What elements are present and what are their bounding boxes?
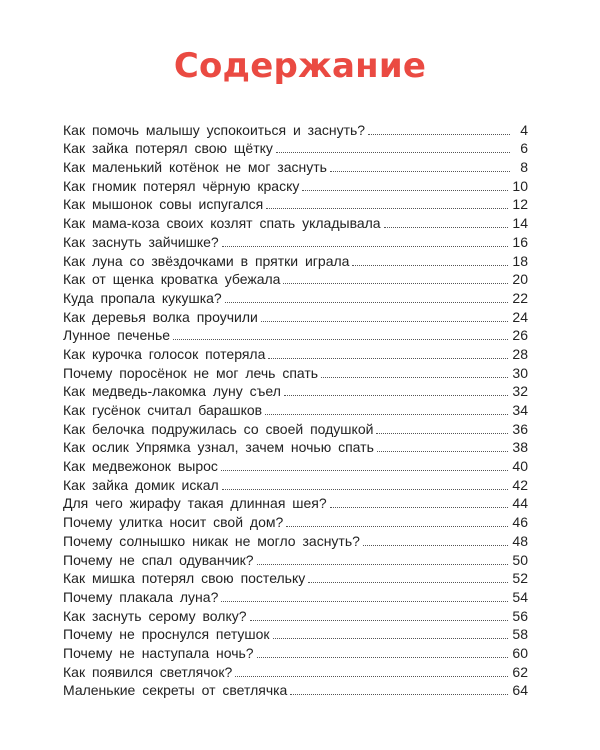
toc-entry-title: Почему не наступала ночь? <box>63 644 254 661</box>
dot-leader <box>290 694 508 695</box>
toc-entry-title: Почему не проснулся петушок <box>63 626 270 643</box>
toc-entry <box>63 213 528 232</box>
dot-leader <box>376 433 508 434</box>
toc-entry-page-number: 48 <box>512 532 528 549</box>
toc-entry-title: Как деревья волка проучили <box>63 308 258 325</box>
toc-entry-title: Как зайка домик искал <box>63 476 219 493</box>
dot-leader <box>261 321 509 322</box>
toc-entry-page-number: 16 <box>512 233 528 250</box>
toc-entry-page-number: 44 <box>512 495 528 512</box>
dot-leader <box>266 208 508 209</box>
toc-entry-page-number: 4 <box>520 121 528 138</box>
toc-entry-title: Как заснуть зайчишке? <box>63 233 219 250</box>
toc-entry <box>63 157 528 176</box>
dot-leader <box>222 489 509 490</box>
toc-entry-title: Почему улитка носит свой дом? <box>63 514 284 531</box>
toc-entry-title: Как мама-коза своих козлят спать укладывала <box>63 215 381 232</box>
dot-leader <box>235 676 508 677</box>
toc-entry-page-number: 8 <box>520 159 528 176</box>
toc-entry-page-number: 40 <box>512 458 528 475</box>
dot-leader <box>284 395 509 396</box>
dot-leader <box>250 620 509 621</box>
toc-entry-title: Как зайка потерял свою щётку <box>63 140 273 157</box>
dot-leader <box>265 414 508 415</box>
dot-leader <box>377 451 509 452</box>
toc-entry <box>63 139 528 158</box>
toc-entry-page-number: 28 <box>512 345 528 362</box>
toc-entry <box>63 643 528 662</box>
toc-entry-title: Как луна со звёздочками в прятки играла <box>63 252 350 269</box>
toc-entry <box>63 550 528 569</box>
toc-entry-title: Лунное печенье <box>63 327 171 344</box>
toc-entry-page-number: 60 <box>512 644 528 661</box>
toc-entry-title: Как появился светлячок? <box>63 663 233 680</box>
toc-entry <box>63 569 528 588</box>
toc-entry-title: Как маленький котёнок не мог заснуть <box>63 159 327 176</box>
toc-entry-title: Для чего жирафу такая длинная шея? <box>63 495 327 512</box>
toc-entry <box>63 475 528 494</box>
toc-entry <box>63 456 528 475</box>
dot-leader <box>286 526 508 527</box>
toc-entry-title: Куда пропала кукушка? <box>63 289 222 306</box>
toc-entry <box>63 681 528 700</box>
toc-entry <box>63 326 528 345</box>
dot-leader <box>384 227 509 228</box>
toc-entry <box>63 288 528 307</box>
dot-leader <box>368 134 510 135</box>
dot-leader <box>308 582 508 583</box>
toc-entry <box>63 176 528 195</box>
toc-entry-title: Маленькие секреты от светлячка <box>63 682 288 699</box>
toc-entry-page-number: 26 <box>512 327 528 344</box>
dot-leader <box>302 190 508 191</box>
toc-entry <box>63 512 528 531</box>
toc-entry <box>63 438 528 457</box>
toc-entry-title: Как гномик потерял чёрную краску <box>63 177 300 194</box>
toc-entry-page-number: 38 <box>512 439 528 456</box>
toc-entry-page-number: 32 <box>512 383 528 400</box>
toc-entry-page-number: 58 <box>512 626 528 643</box>
dot-leader <box>221 470 509 471</box>
toc-entry <box>63 195 528 214</box>
toc-entry <box>63 662 528 681</box>
dot-leader <box>321 377 508 378</box>
dot-leader <box>283 283 508 284</box>
page-title: Содержание <box>173 46 427 86</box>
toc-entry <box>63 494 528 513</box>
toc-entry-page-number: 54 <box>512 588 528 605</box>
toc-entry-title: Как от щенка кроватка убежала <box>63 271 281 288</box>
toc-entry-page-number: 30 <box>512 364 528 381</box>
toc-entry <box>63 606 528 625</box>
toc-entry-page-number: 10 <box>512 177 528 194</box>
toc-entry-title: Как медвежонок вырос <box>63 458 218 475</box>
toc-entry-page-number: 62 <box>512 663 528 680</box>
toc-entry <box>63 120 528 139</box>
dot-leader <box>221 601 508 602</box>
toc-entry-page-number: 34 <box>512 402 528 418</box>
toc-entry-page-number: 14 <box>512 215 528 232</box>
toc-entry-page-number: 64 <box>512 682 528 699</box>
toc-entry-page-number: 24 <box>512 308 528 325</box>
table-of-contents <box>63 120 528 699</box>
toc-entry-title: Почему плакала луна? <box>63 588 219 605</box>
toc-entry-title: Как заснуть серому волку? <box>63 607 247 624</box>
toc-entry-title: Почему не спал одуванчик? <box>63 551 254 568</box>
toc-entry-title: Как ослик Упрямка узнал, зачем ночью спать <box>63 439 374 456</box>
toc-entry <box>63 270 528 289</box>
toc-entry-page-number: 36 <box>512 420 528 437</box>
toc-entry-page-number: 46 <box>512 514 528 531</box>
toc-entry-title: Как гусёнок считал барашков <box>63 402 263 418</box>
toc-entry <box>63 625 528 644</box>
toc-entry-title: Почему поросёнок не мог лечь спать <box>63 364 319 381</box>
toc-entry <box>63 307 528 326</box>
toc-entry-page-number: 22 <box>512 289 528 306</box>
dot-leader <box>273 638 509 639</box>
toc-entry-page-number: 6 <box>520 140 528 157</box>
dot-leader <box>173 339 508 340</box>
toc-entry-title: Как белочка подружилась со своей подушкой <box>63 420 374 437</box>
dot-leader <box>330 507 509 508</box>
toc-entry <box>63 382 528 401</box>
toc-entry-page-number: 50 <box>512 551 528 568</box>
dot-leader <box>363 545 509 546</box>
toc-entry-title: Как мышонок совы испугался <box>63 196 264 213</box>
toc-entry <box>63 419 528 438</box>
dot-leader <box>257 657 509 658</box>
toc-entry-page-number: 18 <box>512 252 528 269</box>
toc-entry-title: Как медведь-лакомка луну съел <box>63 383 281 400</box>
dot-leader <box>225 302 509 303</box>
toc-entry <box>63 232 528 251</box>
toc-entry-page-number: 12 <box>512 196 528 213</box>
toc-entry <box>63 587 528 606</box>
toc-entry-title: Как курочка голосок потеряла <box>63 345 266 362</box>
dot-leader <box>222 246 509 247</box>
toc-entry <box>63 251 528 270</box>
toc-entry <box>63 400 528 419</box>
toc-entry-page-number: 52 <box>512 570 528 587</box>
toc-entry-title: Как помочь малышу успокоиться и заснуть? <box>63 121 366 138</box>
toc-entry-page-number: 42 <box>512 476 528 493</box>
toc-entry-page-number: 56 <box>512 607 528 624</box>
dot-leader <box>276 152 510 153</box>
dot-leader <box>330 171 510 172</box>
dot-leader <box>268 358 508 359</box>
toc-entry <box>63 363 528 382</box>
toc-entry-title: Почему солнышко никак не могло заснуть? <box>63 532 360 549</box>
dot-leader <box>257 564 509 565</box>
toc-entry <box>63 531 528 550</box>
toc-entry <box>63 344 528 363</box>
toc-entry-title: Как мишка потерял свою постельку <box>63 570 306 587</box>
toc-entry-page-number: 20 <box>512 271 528 288</box>
dot-leader <box>352 265 508 266</box>
